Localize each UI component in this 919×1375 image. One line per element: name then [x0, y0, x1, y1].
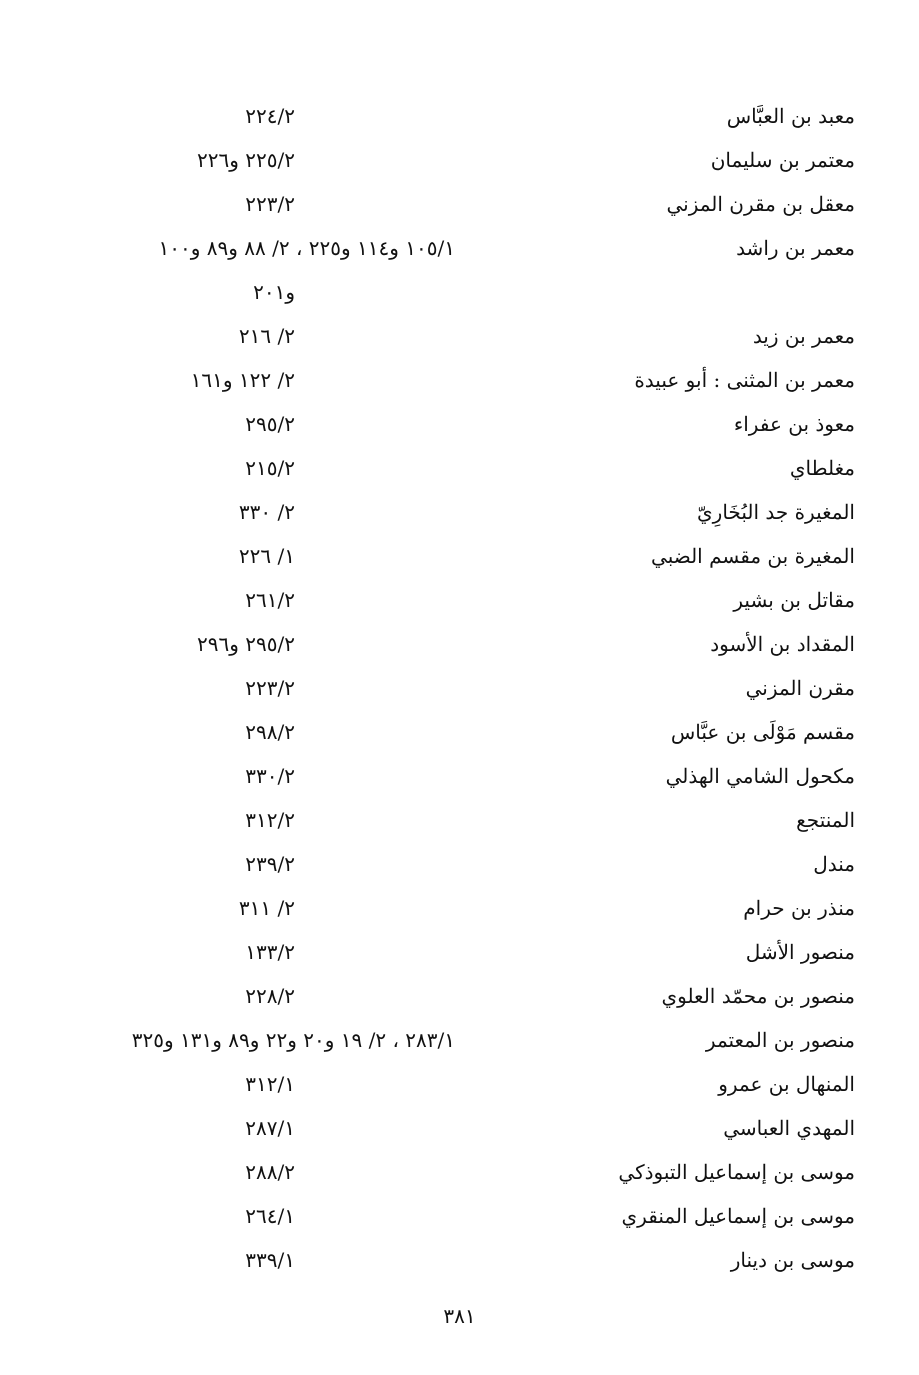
list-item	[0, 406, 919, 450]
entry-refs: ٢/ ٣٣٠	[238, 500, 295, 524]
entry-name: موسى بن إسماعيل المنقري	[621, 1204, 855, 1228]
entry-name: معقل بن مقرن المزني	[666, 192, 855, 216]
list-item	[0, 846, 919, 890]
list-item	[0, 978, 919, 1022]
list-item	[0, 186, 919, 230]
list-item	[0, 802, 919, 846]
entry-name: موسى بن إسماعيل التبوذكي	[618, 1160, 855, 1184]
list-item	[0, 494, 919, 538]
entry-name: معمر بن راشد	[736, 236, 855, 260]
list-item	[0, 582, 919, 626]
entry-name: مقسم مَوْلَى بن عبَّاس	[670, 720, 855, 744]
entry-refs: ٢٩٥/٢	[245, 412, 295, 436]
entry-refs: ٢٦١/٢	[245, 588, 295, 612]
list-item	[0, 1110, 919, 1154]
list-item	[0, 98, 919, 142]
name-index-list	[0, 98, 919, 1286]
entry-name: مقرن المزني	[745, 676, 855, 700]
list-item	[0, 230, 919, 318]
entry-name: المنتجع	[796, 808, 855, 832]
entry-refs: ١/ ٢٢٦	[238, 544, 295, 568]
entry-refs: ٣٣٩/١	[245, 1248, 295, 1272]
list-item	[0, 714, 919, 758]
list-item	[0, 670, 919, 714]
entry-refs: ٢٨٣/١ ، ٢/ ١٩ و٢٠ و٢٢ و٨٩ و١٣١ و٣٢٥	[131, 1028, 455, 1052]
entry-refs: ٢٢٤/٢	[245, 104, 295, 128]
entry-refs: ٢٨٨/٢	[245, 1160, 295, 1184]
list-item	[0, 934, 919, 978]
entry-name: المنهال بن عمرو	[718, 1072, 855, 1096]
list-item	[0, 538, 919, 582]
entry-refs: ٢٣٩/٢	[245, 852, 295, 876]
entry-refs: ٢٩٨/٢	[245, 720, 295, 744]
entry-name: معتمر بن سليمان	[710, 148, 855, 172]
entry-refs: ١٣٣/٢	[245, 940, 295, 964]
entry-refs: ٣١٢/٢	[245, 808, 295, 832]
entry-refs: ١٠٥/١ و١١٤ و٢٢٥ ، ٢/ ٨٨ و٨٩ و١٠٠	[158, 236, 455, 260]
entry-refs: ٣١٢/١	[245, 1072, 295, 1096]
list-item	[0, 1154, 919, 1198]
entry-name: موسى بن دينار	[730, 1248, 855, 1272]
entry-name: معبد بن العبَّاس	[726, 104, 855, 128]
entry-name: منصور بن محمّد العلوي	[661, 984, 855, 1008]
entry-refs: ٢٢٥/٢ و٢٢٦	[197, 148, 295, 172]
entry-name: معمر بن المثنى : أبو عبيدة	[634, 368, 855, 392]
list-item	[0, 1242, 919, 1286]
entry-name: مغلطاي	[789, 456, 855, 480]
entry-refs: ٣٣٠/٢	[245, 764, 295, 788]
list-item	[0, 450, 919, 494]
entry-name: معوذ بن عفراء	[733, 412, 855, 436]
list-item	[0, 1198, 919, 1242]
entry-name: معمر بن زيد	[752, 324, 855, 348]
entry-refs: ٢٦٤/١	[245, 1204, 295, 1228]
entry-name: مندل	[813, 852, 855, 876]
entry-name: المهدي العباسي	[723, 1116, 855, 1140]
entry-name: منذر بن حرام	[743, 896, 855, 920]
entry-refs: ٢٩٥/٢ و٢٩٦	[197, 632, 295, 656]
list-item	[0, 362, 919, 406]
list-item	[0, 142, 919, 186]
entry-refs: ٢٢٨/٢	[245, 984, 295, 1008]
list-item	[0, 890, 919, 934]
list-item	[0, 318, 919, 362]
entry-name: مقاتل بن بشير	[733, 588, 855, 612]
entry-refs: ٢/ ٣١١	[238, 896, 295, 920]
page-number: ٣٨١	[443, 1304, 476, 1328]
entry-refs: ٢٨٧/١	[245, 1116, 295, 1140]
list-item	[0, 626, 919, 670]
entry-name: المغيرة جد البُخَارِيّ	[697, 500, 855, 524]
entry-name: المغيرة بن مقسم الضبي	[651, 544, 855, 568]
entry-refs-continuation: و٢٠١	[253, 280, 295, 304]
entry-refs: ٢/ ١٢٢ و١٦١	[190, 368, 295, 392]
list-item	[0, 1066, 919, 1110]
entry-name: المقداد بن الأسود	[710, 632, 855, 656]
entry-refs: ٢/ ٢١٦	[238, 324, 295, 348]
entry-refs: ٢٢٣/٢	[245, 192, 295, 216]
entry-name: مكحول الشامي الهذلي	[665, 764, 855, 788]
entry-refs: ٢١٥/٢	[245, 456, 295, 480]
list-item	[0, 758, 919, 802]
entry-name: منصور الأشل	[745, 940, 855, 964]
list-item	[0, 1022, 919, 1066]
entry-refs: ٢٢٣/٢	[245, 676, 295, 700]
entry-name: منصور بن المعتمر	[705, 1028, 855, 1052]
